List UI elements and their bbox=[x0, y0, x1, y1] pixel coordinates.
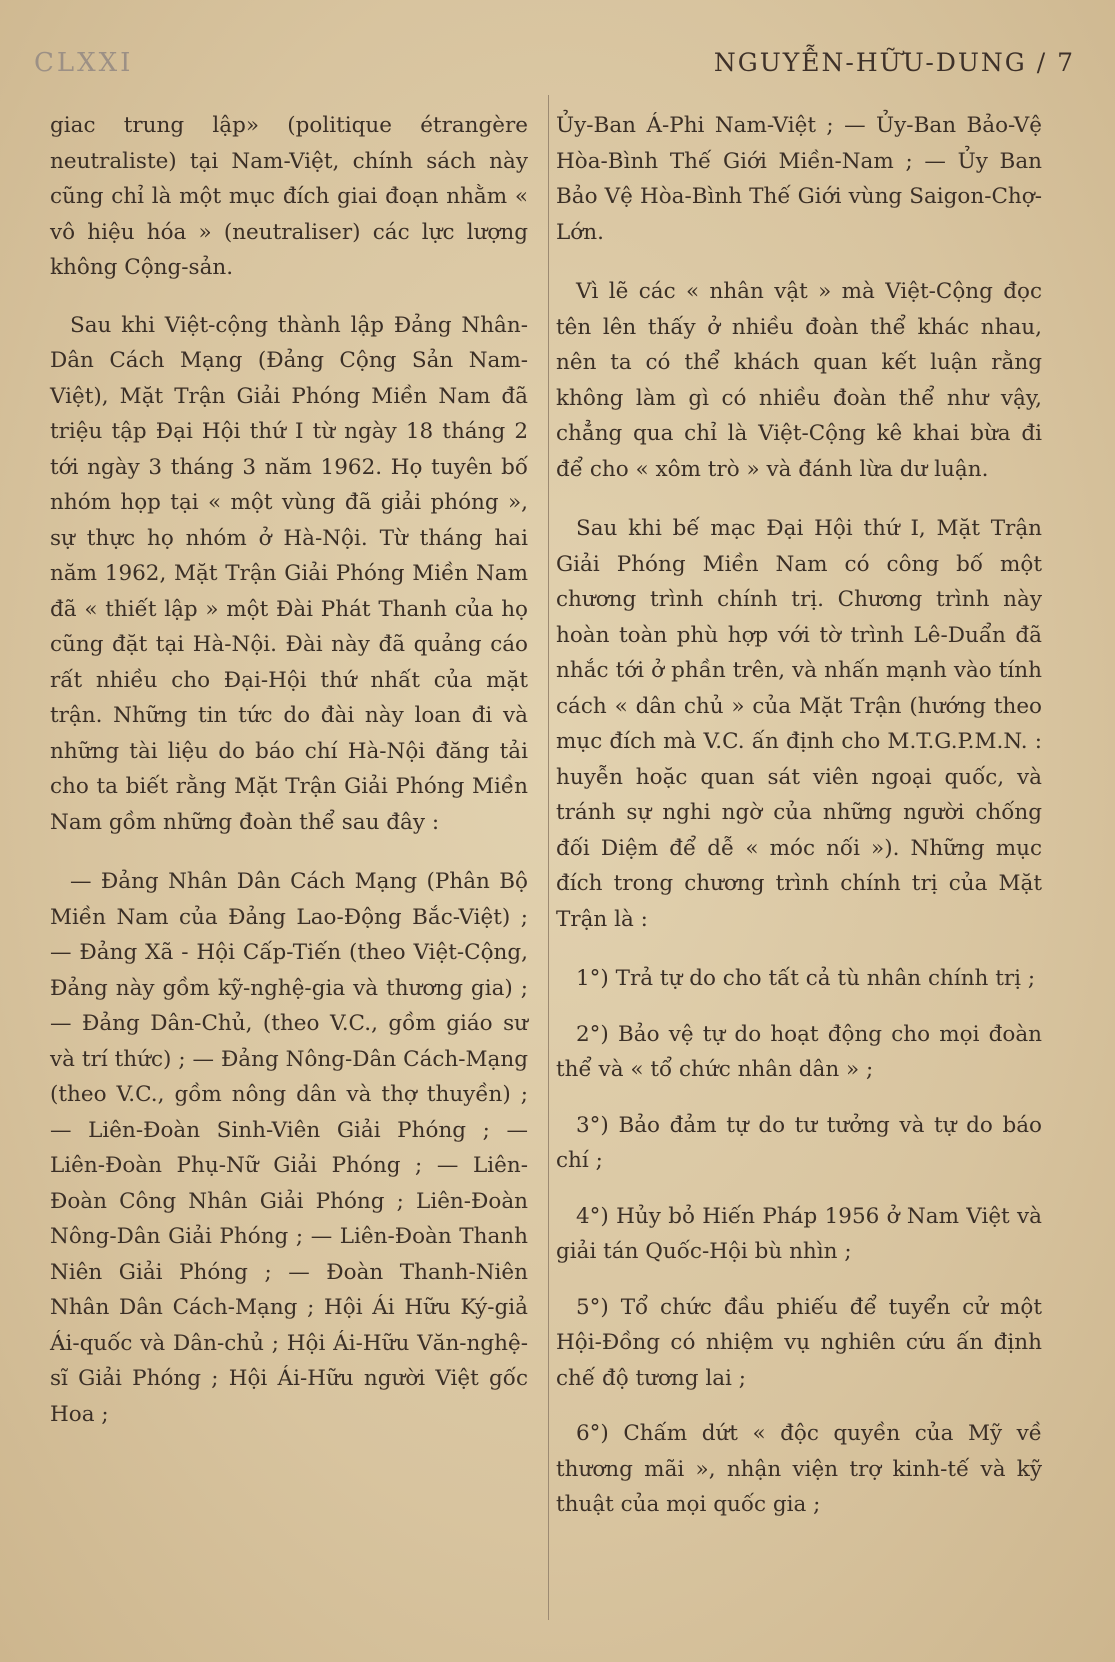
program-item: 1°) Trả tự do cho tất cả tù nhân chính trị ; bbox=[576, 966, 1036, 991]
program-item: 2°) Bảo vệ tự do hoạt động cho mọi đoàn thể và « tổ chức nhân dân » ; bbox=[556, 1021, 1042, 1082]
column-divider bbox=[548, 95, 549, 1620]
program-item: 4°) Hủy bỏ Hiến Pháp 1956 ở Nam Việt và giải tán Quốc-Hội bù nhìn ; bbox=[556, 1203, 1042, 1264]
paragraph: giac trung lập» (politique étrangère neutraliste) tại Nam-Việt, chính sách này cũng chỉ là một mục đích giai đoạn nhằm « vô hiệu hóa » (neutraliser) các lực lượng không Cộng-sản. bbox=[50, 113, 528, 280]
page-header bbox=[34, 44, 1075, 84]
running-title: NGUYỄN-HỮU-DUNG / 7 bbox=[713, 48, 1075, 77]
paragraph: Sau khi Việt-cộng thành lập Đảng Nhân-Dân Cách Mạng (Đảng Cộng Sản Nam-Việt), Mặt Trận Giải Phóng Miền Nam đã triệu tập Đại Hội thứ I từ ngày 18 tháng 2 tới ngày 3 tháng 3 năm 1962. Họ tuyên bố nhóm họp tại « một vùng đã giải phóng », sự thực họ nhóm ở Hà-Nội. Từ tháng hai năm 1962, Mặt Trận Giải Phóng Miền Nam đã « thiết lập » một Đài Phát Thanh của họ cũng đặt tại Hà-Nội. Đài này đã quảng cáo rất nhiều cho Đại-Hội thứ nhất của mặt trận. Những tin tức do đài này loan đi và những tài liệu do báo chí Hà-Nội đăng tải cho ta biết rằng Mặt Trận Giải Phóng Miền Nam gồm những đoàn thể sau đây : bbox=[50, 312, 528, 835]
program-item: 6°) Chấm dứt « độc quyền của Mỹ về thương mãi », nhận viện trợ kinh-tế và kỹ thuật của mọi quốc gia ; bbox=[556, 1421, 1042, 1517]
paragraph: Ủy-Ban Á-Phi Nam-Việt ; — Ủy-Ban Bảo-Vệ Hòa-Bình Thế Giới Miền-Nam ; — Ủy Ban Bảo Vệ Hòa-Bình Thế Giới vùng Saigon-Chợ-Lớn. bbox=[556, 113, 1042, 245]
page-number: CLXXI bbox=[34, 48, 134, 78]
paragraph: Vì lẽ các « nhân vật » mà Việt-Cộng đọc tên lên thấy ở nhiều đoàn thể khác nhau, nên ta có thể khách quan kết luận rằng không làm gì có nhiều đoàn thể như vậy, chẳng qua chỉ là Việt-Cộng kê khai bừa đi để cho « xôm trò » và đánh lừa dư luận. bbox=[556, 279, 1042, 482]
left-column bbox=[50, 108, 528, 1456]
program-item: 5°) Tổ chức đầu phiếu để tuyển cử một Hội-Đồng có nhiệm vụ nghiên cứu ấn định chế độ tương lai ; bbox=[556, 1294, 1042, 1391]
program-item: 3°) Bảo đảm tự do tư tưởng và tự do báo chí ; bbox=[556, 1112, 1042, 1173]
right-column bbox=[556, 108, 1042, 1543]
paragraph: Sau khi bế mạc Đại Hội thứ I, Mặt Trận Giải Phóng Miền Nam có công bố một chương trình chính trị. Chương trình này hoàn toàn phù hợp với tờ trình Lê-Duẩn đã nhắc tới ở phần trên, và nhấn mạnh vào tính cách « dân chủ » của Mặt Trận (hướng theo mục đích mà V.C. ấn định cho M.T.G.P.M.N. : huyễn hoặc quan sát viên ngoại quốc, và tránh sự nghi ngờ của những người chống đối Diệm để dễ « móc nối »). Những mục đích trong chương trình chính trị của Mặt Trận là : bbox=[556, 516, 1042, 932]
paragraph: — Đảng Nhân Dân Cách Mạng (Phân Bộ Miền Nam của Đảng Lao-Động Bắc-Việt) ; — Đảng Xã - Hội Cấp-Tiến (theo Việt-Cộng, Đảng này gồm kỹ-nghệ-gia và thương gia) ; — Đảng Dân-Chủ, (theo V.C., gồm giáo sư và trí thức) ; — Đảng Nông-Dân Cách-Mạng (theo V.C., gồm nông dân và thợ thuyền) ; — Liên-Đoàn Sinh-Viên Giải Phóng ; — Liên-Đoàn Phụ-Nữ Giải Phóng ; — Liên-Đoàn Công Nhân Giải Phóng ; Liên-Đoàn Nông-Dân Giải Phóng ; — Liên-Đoàn Thanh Niên Giải Phóng ; — Đoàn Thanh-Niên Nhân Dân Cách-Mạng ; Hội Ái Hữu Ký-giả Ái-quốc và Dân-chủ ; Hội Ái-Hữu Văn-nghệ-sĩ Giải Phóng ; Hội Ái-Hữu người Việt gốc Hoa ; bbox=[50, 869, 528, 1427]
